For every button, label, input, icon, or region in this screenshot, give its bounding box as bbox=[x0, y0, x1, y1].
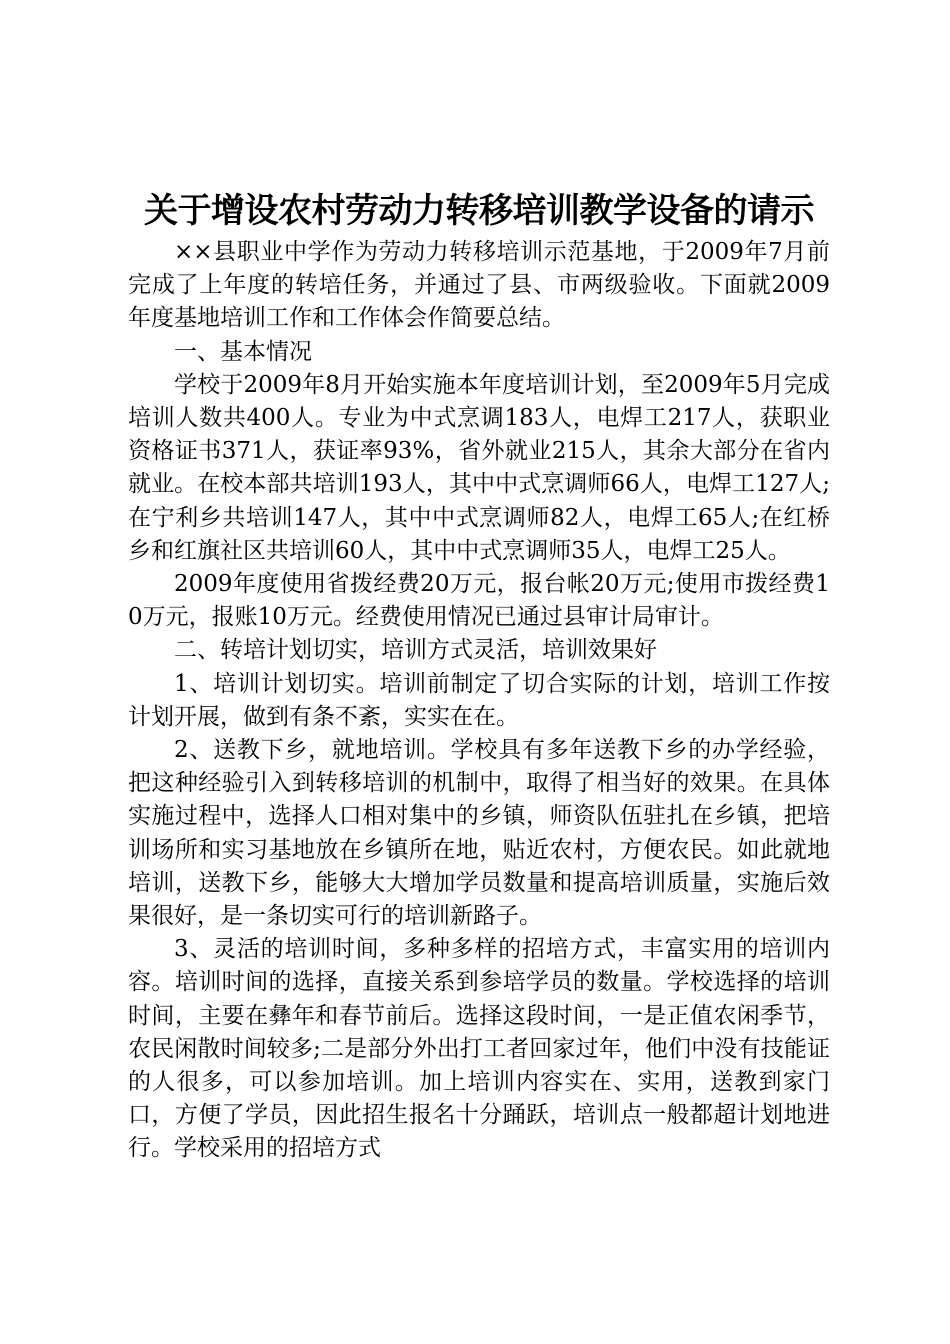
paragraph-point-2: 2、送教下乡，就地培训。学校具有多年送教下乡的办学经验，把这种经验引入到转移培训的机制中，取得了相当好的效果。在具体实施过程中，选择人口相对集中的乡镇，师资队伍驻扎在乡镇，把培训场所和实习基地放在乡镇所在地，贴近农村，方便农民。如此就地培训，送教下乡，能够大大增加学员数量和提高培训质量，实施后效果很好，是一条切实可行的培训新路子。 bbox=[128, 737, 830, 930]
paragraph-intro: ××县职业中学作为劳动力转移培训示范基地，于2009年7月前完成了上年度的转培任务，并通过了县、市两级验收。下面就2009年度基地培训工作和工作体会作简要总结。 bbox=[128, 239, 830, 332]
section-heading-basic-situation: 一、基本情况 bbox=[174, 338, 312, 365]
section-heading-training-plan: 二、转培计划切实，培训方式灵活，培训效果好 bbox=[174, 637, 657, 664]
paragraph-point-3: 3、灵活的培训时间，多种多样的招培方式，丰富实用的培训内容。培训时间的选择，直接关系到参培学员的数量。学校选择的培训时间，主要在彝年和春节前后。选择这段时间，一是正值农闲季节，农民闲散时间较多;二是部分外出打工者回家过年，他们中没有技能证的人很多，可以参加培训。加上培训内容实在、实用，送教到家门口，方便了学员，因此招生报名十分踊跃，培训点一般都超计划地进行。学校采用的招培方式 bbox=[128, 936, 830, 1162]
document-title: 关于增设农村劳动力转移培训教学设备的请示 bbox=[144, 191, 814, 231]
paragraph-training-stats: 学校于2009年8月开始实施本年度培训计划，至2009年5月完成培训人数共400人。专业为中式烹调183人，电焊工217人，获职业资格证书371人，获证率93%，省外就业215人，其余大部分在省内就业。在校本部共培训193人，其中中式烹调师66人，电焊工127人;在宁利乡共培训147人，其中中式烹调师82人，电焊工65人;在红桥乡和红旗社区共培训60人，其中中式烹调师35人，电焊工25人。 bbox=[128, 371, 830, 564]
document-page bbox=[128, 190, 830, 1166]
paragraph-point-1: 1、培训计划切实。培训前制定了切合实际的计划，培训工作按计划开展，做到有条不紊，实实在在。 bbox=[128, 670, 830, 730]
paragraph-funding: 2009年度使用省拨经费20万元，报台帐20万元;使用市拨经费10万元，报账10万元。经费使用情况已通过县审计局审计。 bbox=[128, 571, 830, 631]
